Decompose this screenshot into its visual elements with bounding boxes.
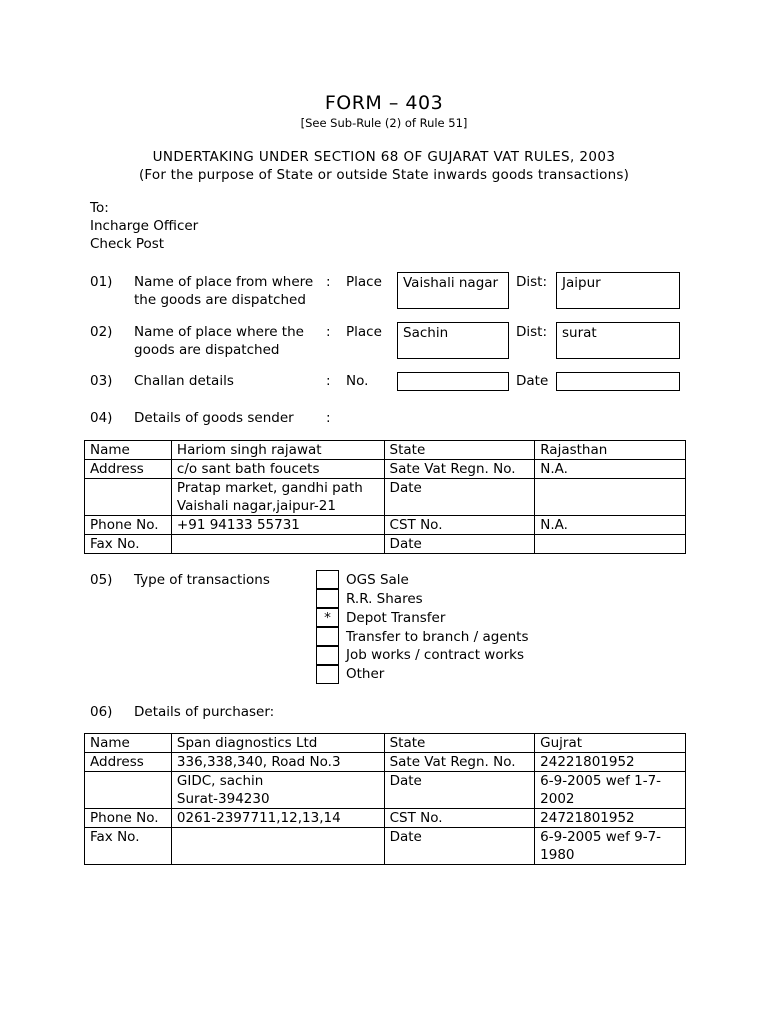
sender-cell: Fax No. (85, 535, 172, 554)
purchaser-cell: 24721801952 (535, 809, 686, 828)
sender-cell (535, 479, 686, 516)
sender-cell (85, 479, 172, 516)
sender-details-table (84, 440, 686, 554)
item-03-colon: : (326, 373, 331, 389)
sender-cell: N.A. (535, 460, 686, 479)
purchaser-date-line: 2002 (540, 791, 575, 807)
purchaser-cell (171, 772, 384, 809)
undertaking-heading: UNDERTAKING UNDER SECTION 68 OF GUJARAT VAT RULES, 2003 (152, 149, 616, 165)
table-row (85, 809, 686, 828)
item-01-place-label: Place (346, 274, 382, 290)
sender-cell: Date (384, 535, 535, 554)
item-02-label-line2: goods are dispatched (134, 342, 280, 358)
sender-cell: Phone No. (85, 516, 172, 535)
sender-cell: c/o sant bath foucets (171, 460, 384, 479)
purchaser-cell: CST No. (384, 809, 535, 828)
item-01-number: 01) (90, 274, 113, 290)
checkbox-other[interactable] (316, 665, 339, 684)
option-label: OGS Sale (346, 572, 409, 588)
sender-cell: +91 94133 55731 (171, 516, 384, 535)
item-02-number: 02) (90, 324, 113, 340)
item-06-label: Details of purchaser: (134, 704, 275, 720)
sender-cell: N.A. (535, 516, 686, 535)
table-row (85, 734, 686, 753)
table-row (85, 516, 686, 535)
table-row (85, 479, 686, 516)
purchaser-cell: 24221801952 (535, 753, 686, 772)
item-01-dist-label: Dist: (516, 274, 548, 290)
purchaser-cell (85, 772, 172, 809)
purchaser-cell: Sate Vat Regn. No. (384, 753, 535, 772)
item-01-dist-field[interactable]: Jaipur (556, 272, 680, 309)
purchaser-cell: Phone No. (85, 809, 172, 828)
checkbox-rr-shares[interactable] (316, 589, 339, 608)
challan-date-field[interactable] (556, 372, 680, 391)
item-01-label-line1: Name of place from where (134, 274, 314, 290)
checkbox-transfer-branch[interactable] (316, 627, 339, 646)
item-05-label: Type of transactions (134, 572, 270, 588)
purchaser-address-line: GIDC, sachin (176, 773, 264, 789)
sender-cell: CST No. (384, 516, 535, 535)
challan-no-field[interactable] (397, 372, 509, 391)
sender-cell: State (384, 441, 535, 460)
item-05-number: 05) (90, 572, 113, 588)
sender-cell (171, 479, 384, 516)
item-03-date-label: Date (516, 373, 549, 389)
purchaser-cell (171, 828, 384, 865)
purchaser-cell: 0261-2397711,12,13,14 (171, 809, 384, 828)
purchaser-cell: State (384, 734, 535, 753)
checkbox-job-works[interactable] (316, 646, 339, 665)
item-02-dist-field[interactable]: surat (556, 322, 680, 359)
check-post-label: Check Post (90, 236, 165, 252)
sender-cell: Date (384, 479, 535, 516)
purchaser-cell: Span diagnostics Ltd (171, 734, 384, 753)
purchaser-cell: Address (85, 753, 172, 772)
purchaser-cell: Date (384, 772, 535, 809)
option-label: Job works / contract works (346, 647, 524, 663)
purchaser-address-line: Surat-394230 (176, 791, 270, 807)
sender-cell (535, 535, 686, 554)
item-06-number: 06) (90, 704, 113, 720)
item-03-no-label: No. (346, 373, 369, 389)
item-01-label-line2: the goods are dispatched (134, 292, 306, 308)
checkbox-depot-transfer[interactable]: * (316, 608, 339, 627)
table-row (85, 535, 686, 554)
item-03-number: 03) (90, 373, 113, 389)
item-02-label-line1: Name of place where the (134, 324, 304, 340)
table-row (85, 460, 686, 479)
to-label: To: (90, 200, 109, 216)
sender-cell: Address (85, 460, 172, 479)
item-03-label: Challan details (134, 373, 234, 389)
purchaser-cell: Fax No. (85, 828, 172, 865)
item-02-place-label: Place (346, 324, 382, 340)
purchaser-cell: Gujrat (535, 734, 686, 753)
sender-cell: Sate Vat Regn. No. (384, 460, 535, 479)
option-label: R.R. Shares (346, 591, 423, 607)
item-02-colon: : (326, 324, 331, 340)
sender-cell: Hariom singh rajawat (171, 441, 384, 460)
option-label: Depot Transfer (346, 610, 446, 626)
table-row (85, 828, 686, 865)
purchaser-date-line: 6-9-2005 wef 1-7- (540, 773, 662, 789)
purchaser-cell (535, 772, 686, 809)
item-04-colon: : (326, 410, 331, 426)
sender-address-line: Pratap market, gandhi path (176, 480, 363, 496)
item-01-colon: : (326, 274, 331, 290)
purchaser-date-line: 6-9-2005 wef 9-7- (540, 829, 662, 845)
form-title: FORM – 403 (324, 92, 444, 114)
table-row (85, 753, 686, 772)
sender-cell: Rajasthan (535, 441, 686, 460)
checkbox-ogs-sale[interactable] (316, 570, 339, 589)
option-label: Other (346, 666, 385, 682)
purchaser-cell (535, 828, 686, 865)
item-02-dist-label: Dist: (516, 324, 548, 340)
sender-address-line: Vaishali nagar,jaipur-21 (176, 498, 336, 514)
purchaser-cell: 336,338,340, Road No.3 (171, 753, 384, 772)
table-row (85, 772, 686, 809)
form-sub-rule: [See Sub-Rule (2) of Rule 51] (300, 116, 468, 130)
item-02-place-field[interactable]: Sachin (397, 322, 509, 359)
sender-cell: Name (85, 441, 172, 460)
officer-label: Incharge Officer (90, 218, 199, 234)
purchaser-details-table (84, 733, 686, 865)
option-label: Transfer to branch / agents (346, 629, 529, 645)
item-01-place-field[interactable]: Vaishali nagar (397, 272, 509, 309)
item-04-label: Details of goods sender (134, 410, 294, 426)
purchaser-cell: Name (85, 734, 172, 753)
purpose-subheading: (For the purpose of State or outside State inwards goods transactions) (138, 167, 630, 183)
item-04-number: 04) (90, 410, 113, 426)
sender-cell (171, 535, 384, 554)
purchaser-date-line: 1980 (540, 847, 575, 863)
table-row (85, 441, 686, 460)
purchaser-cell: Date (384, 828, 535, 865)
